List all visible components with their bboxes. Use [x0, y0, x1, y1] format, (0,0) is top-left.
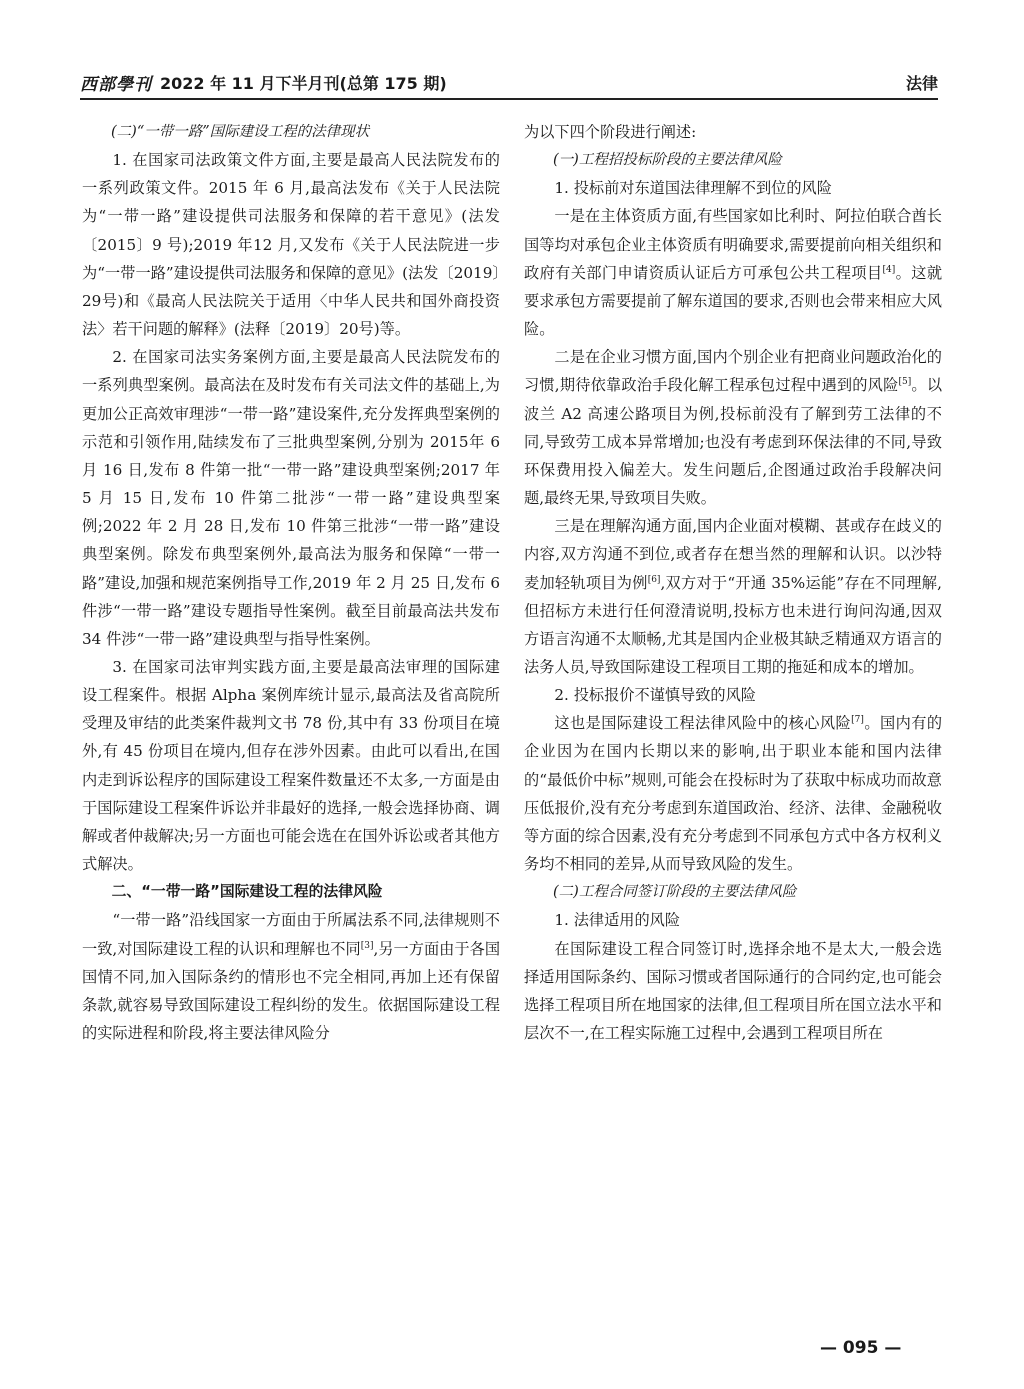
citation-marker: [4] — [882, 264, 896, 275]
paragraph-text: 为以下四个阶段进行阐述: — [524, 123, 697, 141]
right-column — [524, 118, 942, 1047]
subsection-heading — [524, 146, 942, 174]
paragraph-text: 。国内有的企业因为在国内长期以来的影响,出于职业本能和国内法律的“最低价中标”规则,可能会在投标时为了获取中标成功而故意压低报价,没有充分考虑到东道国政治、经济、法律、金融税收等方面的综合因素,没有充分考虑到不同承包方式中各方权利义务均不相同的差异,从而导致风险的发生。 — [524, 714, 943, 874]
running-header — [80, 68, 938, 100]
paragraph-text: 1. 投标前对东道国法律理解不到位的风险 — [554, 179, 832, 198]
paragraph — [524, 935, 942, 1048]
paragraph-text: 在国际建设工程合同签订时,选择余地不是太大,一般会选择适用国际条约、国际习惯或者国际通行的合同约定,也可能会选择工程项目所在地国家的法律,但工程项目所在国立法水平和层次不一,在工程实际施工过程中,会遇到工程项目所在 — [524, 939, 942, 1042]
citation-marker: [5] — [898, 377, 912, 388]
paragraph — [524, 709, 942, 878]
journal-logo: 西部學刊 — [80, 75, 152, 95]
paragraph — [524, 906, 942, 934]
paragraph — [524, 512, 942, 681]
page-number: — 095 — — [820, 1338, 902, 1358]
paragraph-text: 二是在企业习惯方面,国内个别企业有把商业问题政治化的习惯,期待依靠政治手段化解工程承包过程中遇到的风险 — [524, 348, 942, 395]
paragraph — [524, 343, 942, 512]
paragraph-text: ,双方对于“开通 35%运能”存在不同理解,但招标方未进行任何澄清说明,投标方也未进行询问沟通,因双方语言沟通不太顺畅,尤其是国内企业极其缺乏精通双方语言的法务人员,导致国际建设工程项目工期的拖延和成本的增加。 — [524, 573, 942, 676]
paragraph-text: 三是在理解沟通方面,国内企业面对模糊、甚或存在歧义的内容,双方沟通不到位,或者存在想当然的理解和认识。以沙特麦加轻轨项目为例 — [524, 517, 942, 592]
paragraph-text: 。这就要求承包方需要提前了解东道国的要求,否则也会带来相应大风险。 — [524, 263, 943, 339]
paragraph-text: 。以波兰 A2 高速公路项目为例,投标前没有了解到劳工法律的不同,导致劳工成本异常增加;也没有考虑到环保法律的不同,导致环保费用投入偏差大。发生问题后,企图通过政治手段解决问题,最终无果,导致项目失败。 — [524, 376, 943, 508]
paragraph — [524, 202, 942, 343]
paragraph-text: 这也是国际建设工程法律风险中的核心风险 — [554, 714, 852, 733]
section-name: 法律 — [905, 74, 938, 93]
paragraph-text: ,另一方面由于各国国情不同,加入国际条约的情形也不完全相同,再加上还有保留条款,就容易导致国际建设工程纠纷的发生。依据国际建设工程的实际进程和阶段,将主要法律风险分 — [82, 939, 501, 1042]
paragraph-text: 2. 在国家司法实务案例方面,主要是最高人民法院发布的一系列典型案例。最高法在及时发布有关司法文件的基础上,为更加公正高效审理涉“一带一路”建设案件,充分发挥典型案例的示范和引领作用,陆续发布了三批典型案例,分别为 2015年 6 月 16 日,发布 8 件第一批“一带一路”建设典型案例;2017 年 5 月 15 日,发布 10 件第二批涉“一带一路”建设典型案例;2022 年 2 月 28 日,发布 10 件第三批涉“一带一路”建设典型案例。除发布典型案例外,最高法为服务和保障“一带一路”建设,加强和规范案例指导工作,2019 年 2 月 25 日,发布 6件涉“一带一路”建设专题指导性案例。截至目前最高法共发布 34 件涉“一带一路”建设典型与指导性案例。 — [82, 348, 500, 648]
section-heading — [82, 878, 500, 906]
paragraph-text: 3. 在国家司法审判实践方面,主要是最高法审理的国际建设工程案件。根据 Alpha 案例库统计显示,最高法及省高院所受理及审结的此类案件裁判文书 78 份,其中有 33 份项目在境外,有 45 份项目在境内,但存在涉外因素。由此可以看出,在国内走到诉讼程序的国际建设工程案件数量还不太多,一方面是由于国际建设工程案件诉讼并非最好的选择,一般会选择协商、调解或者仲裁解决;另一方面也可能会选在在国外诉讼或者其他方式解决。 — [82, 657, 500, 874]
paragraph — [82, 653, 500, 878]
paragraph — [524, 174, 942, 202]
citation-marker: [6] — [647, 574, 661, 585]
issue-info: 2022 年 11 月下半月刊(总第 175 期) — [160, 74, 447, 93]
paragraph-text: (二)工程合同签订阶段的主要法律风险 — [553, 884, 797, 901]
paragraph-text: 二、“一带一路”国际建设工程的法律风险 — [111, 883, 383, 901]
citation-marker: [7] — [851, 715, 864, 726]
paragraph-text: 一是在主体资质方面,有些国家如比利时、阿拉伯联合酋长国等均对承包企业主体资质有明确要求,需要提前向相关组织和政府有关部门申请资质认证后方可承包公共工程项目 — [524, 207, 942, 282]
paragraph-text: (一)工程招投标阶段的主要法律风险 — [553, 152, 782, 169]
left-column — [82, 118, 500, 1047]
subsection-heading — [524, 878, 942, 906]
paragraph-text: 2. 投标报价不谨慎导致的风险 — [554, 686, 756, 705]
paragraph-text: 1. 法律适用的风险 — [554, 911, 681, 930]
paragraph-text: “一带一路”沿线国家一方面由于所属法系不同,法律规则不一致,对国际建设工程的认识和理解也不同 — [82, 911, 500, 958]
paragraph — [82, 906, 500, 1047]
paragraph — [82, 343, 500, 653]
paragraph-text: (二)“一带一路”国际建设工程的法律现状 — [111, 124, 370, 140]
paragraph-continued — [524, 118, 942, 146]
citation-marker: [3] — [360, 940, 374, 951]
subsection-heading — [82, 118, 500, 146]
paragraph — [524, 681, 942, 709]
paragraph — [82, 146, 500, 343]
paragraph-text: 1. 在国家司法政策文件方面,主要是最高人民法院发布的一系列政策文件。2015 年 6 月,最高法发布《关于人民法院为“一带一路”建设提供司法服务和保障的若干意见》(法发〔2015〕9 号);2019 年12 月,又发布《关于人民法院进一步为“一带一路”建设提供司法服务和保障的意见》(法发〔2019〕29号)和《最高人民法院关于适用〈中华人民共和国外商投资法〉若干问题的解释》(法释〔2019〕20号)等。 — [82, 151, 500, 339]
